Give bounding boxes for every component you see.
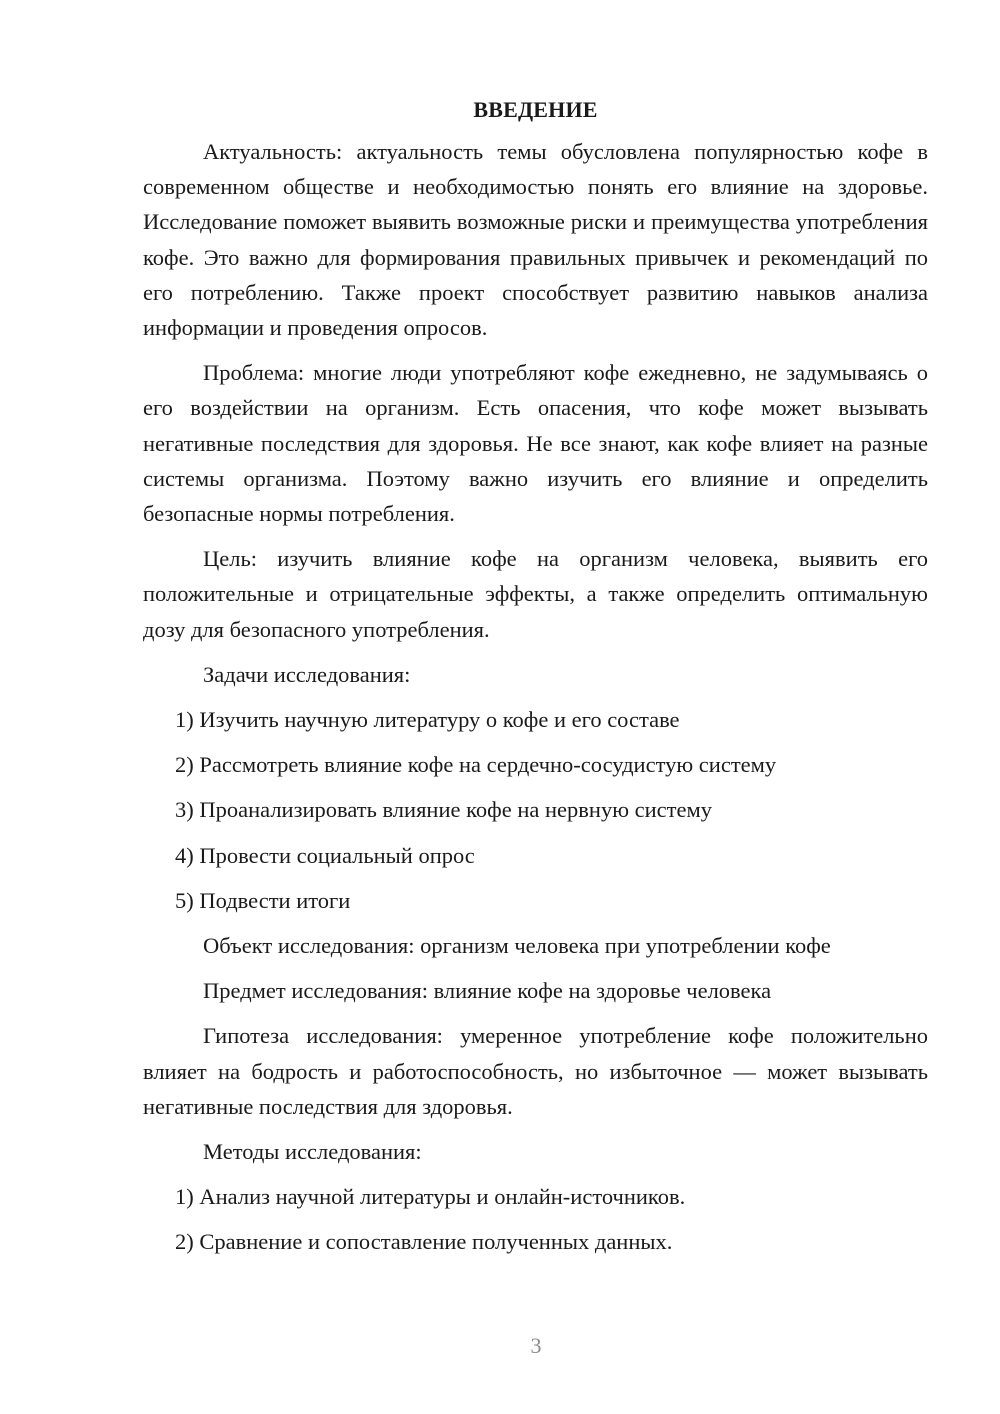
problem-paragraph: Проблема: многие люди употребляют кофе ежедневно, не задумываясь о его воздействии на организм. Есть опасения, что кофе может вызывать негативные последствия для здоровья. Не все знают, как кофе влияет на разные системы организма. Поэтому важно изучить его влияние и определить безопасные нормы потребления. xyxy=(143,360,928,527)
page-number: 3 xyxy=(530,1333,542,1358)
tasks-heading: Задачи исследования: xyxy=(203,661,411,687)
method-item: 1) Анализ научной литературы и онлайн-источников. xyxy=(175,1184,686,1210)
subject-paragraph: Предмет исследования: влияние кофе на здоровье человека xyxy=(203,978,772,1004)
section-title: ВВЕДЕНИЕ xyxy=(473,97,598,122)
methods-list xyxy=(143,1179,928,1259)
methods-heading: Методы исследования: xyxy=(203,1139,422,1165)
relevance-paragraph: Актуальность: актуальность темы обусловлена популярностью кофе в современном обществе и необходимостью понять его влияние на здоровье. Исследование поможет выявить возможные риски и преимущества употребления кофе. Это важно для формирования правильных привычек и рекомендаций по его потреблению. Также проект способствует развитию навыков анализа информации и проведения опросов. xyxy=(143,139,928,341)
method-item: 2) Сравнение и сопоставление полученных данных. xyxy=(175,1229,673,1255)
tasks-list xyxy=(143,702,928,918)
task-item: 1) Изучить научную литературу о кофе и его составе xyxy=(175,707,680,733)
goal-paragraph: Цель: изучить влияние кофе на организм человека, выявить его положительные и отрицательные эффекты, а также определить оптимальную дозу для безопасного употребления. xyxy=(143,546,928,642)
task-item: 5) Подвести итоги xyxy=(175,887,351,913)
hypothesis-paragraph: Гипотеза исследования: умеренное употребление кофе положительно влияет на бодрость и работоспособность, но избыточное — может вызывать негативные последствия для здоровья. xyxy=(143,1023,928,1119)
object-paragraph: Объект исследования: организм человека при употреблении кофе xyxy=(203,933,831,959)
task-item: 4) Провести социальный опрос xyxy=(175,842,475,868)
task-item: 3) Проанализировать влияние кофе на нервную систему xyxy=(175,797,712,823)
task-item: 2) Рассмотреть влияние кофе на сердечно-сосудистую систему xyxy=(175,752,777,778)
document-page xyxy=(143,92,928,1270)
